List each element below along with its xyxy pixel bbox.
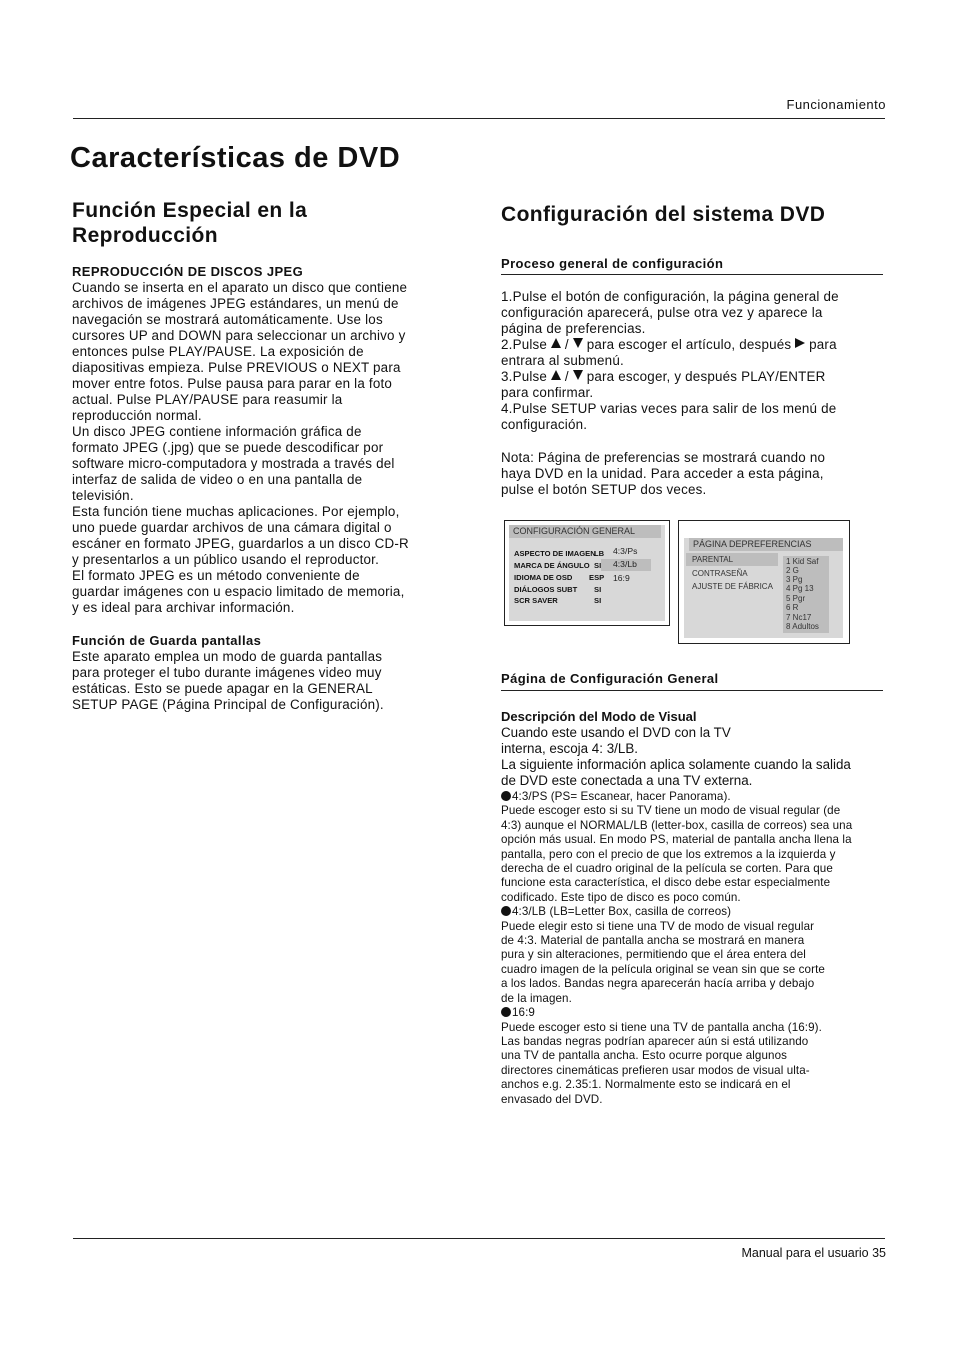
note-paragraph (501, 450, 891, 498)
arrow-down-icon (573, 338, 583, 348)
text-line: mover entre fotos. Pulse pausa para parar en la foto (72, 376, 393, 391)
jpeg-paragraph (72, 280, 462, 616)
text-line: opción más usual. En modo PS, material de pantalla ancha llena la (501, 833, 852, 847)
text-line: de 4:3. Material de pantalla ancha se mostrará en manera (501, 934, 805, 948)
text-line: diapositivas empieza. Pulse PREVIOUS o NEXT para (72, 360, 401, 375)
ps-label-text: 4:3/PS (PS= Escanear, hacer Panorama). (512, 790, 731, 803)
text-line: uno puede guardar archivos de una cámara digital o (72, 520, 392, 535)
text-line: Un disco JPEG contiene información gráfica de (72, 424, 362, 439)
step-2 (501, 337, 891, 353)
text-line: formato JPEG (.jpg) que se puede descodificar por (72, 440, 384, 455)
step-line: para confirmar. (501, 385, 594, 400)
header-rule (73, 118, 885, 119)
lb-label-text: 4:3/LB (LB=Letter Box, casilla de correos) (512, 905, 732, 919)
text-line: haya DVD en la unidad. Para acceder a esta página, (501, 466, 824, 481)
text-line: Cuando este usando el DVD con la TV (501, 725, 731, 740)
ps-label (501, 790, 891, 804)
step-line: 4.Pulse SETUP varias veces para salir de los menú de (501, 401, 837, 416)
text-line: Puede elegir esto si tiene una TV de modo de visual regular (501, 919, 815, 933)
step-line: página de preferencias. (501, 321, 646, 336)
menu-item: CONTRASEÑA (692, 569, 748, 578)
text-line: y es ideal para archivar información. (72, 600, 295, 615)
rating-option: 3 Pg (786, 575, 803, 584)
rating-option: 4 Pg 13 (786, 584, 814, 593)
text-line: reproducción normal. (72, 408, 202, 423)
process-subheading: Proceso general de configuración (501, 256, 724, 271)
text-line: La siguiente información aplica solamente cuando la salida (501, 757, 851, 772)
step-text: 2.Pulse (501, 337, 548, 352)
section-label: Funcionamiento (786, 97, 886, 112)
text-line: de la imagen. (501, 991, 572, 1005)
process-rule (501, 274, 883, 275)
text-line: SETUP PAGE (Página Principal de Configuración). (72, 697, 384, 712)
text-line: y presentarlos a un público usando el reproductor. (72, 552, 380, 567)
bullet-icon (501, 906, 511, 916)
text-line: pulse el botón SETUP dos veces. (501, 482, 707, 497)
arrow-up-icon (551, 338, 561, 348)
text-line: funcione esta característica, el disco debe estar especialmente (501, 876, 831, 890)
menu-item-value: SI (594, 596, 602, 605)
left-heading-line2: Reproducción (72, 224, 218, 247)
text-line: directores cinemáticas prefieren usar modos de visual ulta- (501, 1063, 810, 1077)
text-line: software micro-computadora y mostrada a través del (72, 456, 395, 471)
page-title: Características de DVD (70, 142, 401, 174)
lb-label (501, 905, 891, 919)
display-mode-subheading: Descripción del Modo de Visual (501, 709, 697, 724)
step-text: / (564, 369, 569, 384)
rating-option: 1 Kid Saf (786, 557, 819, 566)
menu-item: ASPECTO DE IMAGEN (514, 549, 596, 558)
text-line: Esta función tiene muchas aplicaciones. Por ejemplo, (72, 504, 400, 519)
text-line: cursores UP and DOWN para seleccionar un archivo y (72, 328, 406, 343)
text-line: estáticas. Esto se puede apagar en la GENERAL (72, 681, 373, 696)
text-line: actual. Pulse PLAY/PAUSE para reasumir la (72, 392, 343, 407)
left-heading (72, 198, 307, 248)
step-line: configuración. (501, 417, 588, 432)
text-line: para proteger el tubo durante imágenes video muy (72, 665, 382, 680)
text-line: pantalla, pero con el precio de que los extremos a la izquierda y (501, 847, 836, 861)
text-line: derecha de el cuadro original de la película se corten. Para que (501, 862, 833, 876)
menu-item: AJUSTE DE FÁBRICA (692, 582, 773, 591)
step-text: para (809, 337, 837, 352)
saver-subheading: Función de Guarda pantallas (72, 633, 262, 648)
text-line: Las bandas negras podrían aparecer aún si está utilizando (501, 1034, 809, 1048)
arrow-right-icon (795, 338, 805, 348)
rating-option: 8 Adultos (786, 622, 819, 631)
menu-title: PÁGINA DEPREFERENCIAS (689, 538, 843, 551)
rating-option: 2 G (786, 566, 799, 575)
menu-item-value: ESP (589, 573, 605, 582)
menu-item: DIÁLOGOS SUBT (514, 585, 578, 594)
menu-item-value: SI (594, 561, 602, 570)
text-line: cuadro imagen de la película original se vean sin que se corte (501, 962, 825, 976)
text-line: de DVD este conectada a una TV externa. (501, 773, 753, 788)
text-line: guardar imágenes con u espacio limitado de memoria, (72, 584, 405, 599)
bullet-icon (501, 1007, 511, 1017)
saver-paragraph (72, 649, 462, 713)
left-heading-line1: Función Especial en la (72, 199, 308, 222)
menu-item: SCR SAVER (514, 596, 558, 605)
wide-label (501, 1006, 891, 1020)
menu-item-value: LB (594, 549, 605, 558)
text-line: Puede escoger esto si su TV tiene un modo de visual regular (de (501, 804, 841, 818)
jpeg-subheading: REPRODUCCIÓN DE DISCOS JPEG (72, 264, 304, 279)
menu-option: 4:3/Ps (613, 546, 638, 556)
text-line: anchos e.g. 2.35:1. Normalmente esto se indicará en el (501, 1078, 791, 1092)
text-line: interfaz de salida de video o en una pantalla de (72, 472, 363, 487)
text-line: envasado del DVD. (501, 1092, 603, 1106)
display-mode-paragraph (501, 725, 891, 789)
config-page-subheading: Página de Configuración General (501, 671, 719, 686)
rating-option: 5 Pgr (786, 594, 806, 603)
menu-item-value: SI (594, 585, 602, 594)
rating-option: 6 R (786, 603, 799, 612)
arrow-up-icon (551, 370, 561, 380)
config-rule (501, 690, 883, 691)
text-line: codificado. Este tipo de disco es poco común. (501, 890, 741, 904)
text-line: 4:3) aunque el NORMAL/LB (letter-box, casilla de correos) sea una (501, 818, 853, 832)
page-number-label: Manual para el usuario 35 (741, 1246, 886, 1260)
text-line: pura y sin alteraciones, permitiendo que el área entera del (501, 948, 806, 962)
menu-item: MARCA DE ÁNGULO (514, 561, 590, 570)
text-line: El formato JPEG es un método conveniente de (72, 568, 360, 583)
menu-item: PARENTAL (692, 555, 734, 564)
text-line: archivos de imágenes JPEG estándares, un menú de (72, 296, 399, 311)
text-line: entonces pulse PLAY/PAUSE. La exposición de (72, 344, 364, 359)
text-line: a los lados. Bandas negra aparecerán hacía arriba y debajo (501, 977, 815, 991)
right-heading: Configuración del sistema DVD (501, 203, 826, 226)
text-line: navegación se mostrará automáticamente. Use los (72, 312, 383, 327)
step-text: 3.Pulse (501, 369, 548, 384)
text-line: Puede escoger esto si tiene una TV de pantalla ancha (16:9). (501, 1020, 822, 1034)
process-steps (501, 289, 891, 433)
menu-option: 4:3/Lb (613, 559, 637, 569)
wide-label-text: 16:9 (512, 1006, 535, 1020)
step-3 (501, 369, 891, 385)
rating-option: 7 Nc17 (786, 613, 812, 622)
step-text: / (564, 337, 569, 352)
step-line: 1.Pulse el botón de configuración, la página general de (501, 289, 839, 304)
text-line: una TV de pantalla ancha. Esto ocurre porque algunos (501, 1049, 788, 1063)
text-line: escáner en formato JPEG, guardarlos a un disco CD-R (72, 536, 409, 551)
ps-section (501, 790, 891, 1107)
menu-option: 16:9 (613, 573, 630, 583)
preference-menu-figure (678, 520, 850, 644)
step-line: entrara al submenú. (501, 353, 624, 368)
footer-rule (73, 1238, 885, 1239)
menu-title: CONFIGURACIÓN GENERAL (509, 525, 661, 538)
menu-item: IDIOMA DE OSD (514, 573, 573, 582)
step-text: para escoger el artículo, después (586, 337, 792, 352)
arrow-down-icon (573, 370, 583, 380)
general-setup-menu-figure (504, 520, 670, 626)
step-text: para escoger, y después PLAY/ENTER (586, 369, 826, 384)
bullet-icon (501, 791, 511, 801)
text-line: interna, escoja 4: 3/LB. (501, 741, 638, 756)
text-line: Nota: Página de preferencias se mostrará cuando no (501, 450, 826, 465)
text-line: Cuando se inserta en el aparato un disco que contiene (72, 280, 408, 295)
step-line: configuración aparecerá, pulse otra vez y aparece la (501, 305, 823, 320)
text-line: televisión. (72, 488, 134, 503)
text-line: Este aparato emplea un modo de guarda pantallas (72, 649, 383, 664)
